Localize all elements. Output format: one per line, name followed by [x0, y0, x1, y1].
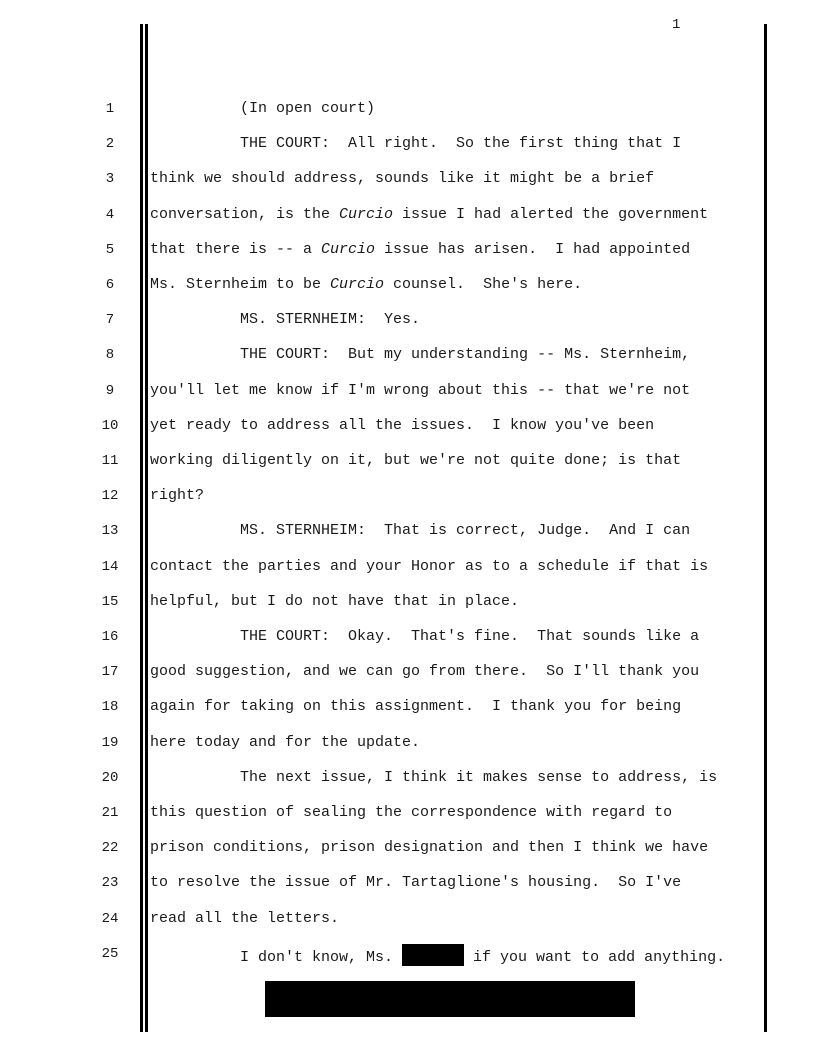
text-segment: that there is -- a — [150, 240, 322, 258]
case-name-italic: Curcio — [321, 240, 376, 258]
line-text — [150, 345, 690, 365]
line-text — [150, 169, 654, 189]
case-name-italic: Curcio — [339, 205, 394, 223]
line-text — [150, 381, 690, 401]
line-number: 15 — [101, 593, 119, 610]
line-number: 11 — [101, 453, 119, 469]
transcript-line — [0, 205, 816, 225]
line-text — [150, 275, 582, 295]
text-segment: MS. STERNHEIM: Yes. — [150, 311, 421, 329]
line-text — [150, 838, 708, 858]
redaction-block — [402, 944, 464, 966]
line-number: 13 — [101, 523, 119, 540]
transcript-line — [0, 275, 816, 295]
line-text — [150, 451, 681, 471]
text-segment: prison conditions, prison designation and then I think we have — [150, 839, 709, 857]
transcript-line — [0, 697, 816, 717]
transcript-line — [0, 803, 816, 823]
line-number: 24 — [101, 910, 119, 927]
text-segment: issue I had alerted the government — [393, 205, 709, 223]
text-segment: helpful, but I do not have that in place. — [150, 592, 520, 610]
line-text — [150, 134, 681, 154]
line-text — [150, 416, 654, 436]
line-number: 17 — [101, 664, 119, 681]
text-segment: to resolve the issue of Mr. Tartaglione's housing. So I've — [150, 874, 682, 892]
line-text — [150, 909, 339, 929]
transcript-line — [0, 451, 816, 471]
line-text — [150, 662, 699, 682]
transcript-line — [0, 416, 816, 436]
transcript-line — [0, 909, 816, 929]
text-segment: good suggestion, and we can go from there. So I'll thank you — [150, 663, 700, 681]
transcript-line — [0, 240, 816, 260]
line-number: 1 — [105, 101, 115, 117]
line-number: 4 — [105, 206, 115, 223]
page-number: 1 — [672, 17, 681, 33]
transcript-line — [0, 944, 816, 964]
transcript-line — [0, 838, 816, 858]
text-segment: this question of sealing the correspondence with regard to — [150, 804, 673, 821]
line-text — [150, 486, 204, 506]
text-segment: conversation, is the — [150, 205, 340, 223]
line-text — [150, 240, 690, 260]
text-segment: again for taking on this assignment. I thank you for being — [150, 698, 682, 716]
line-text — [150, 592, 519, 612]
text-segment: Ms. Sternheim to be — [150, 276, 331, 293]
line-number: 16 — [101, 629, 119, 645]
line-number: 10 — [101, 417, 119, 434]
transcript-line — [0, 134, 816, 154]
case-name-italic: Curcio — [330, 276, 385, 293]
transcript-line — [0, 768, 816, 788]
text-segment: THE COURT: But my understanding -- Ms. Sternheim, — [150, 346, 691, 364]
transcript-line — [0, 733, 816, 753]
line-number: 21 — [101, 805, 119, 821]
line-text — [150, 873, 681, 893]
line-text — [150, 697, 681, 717]
redaction-block-footer — [265, 981, 635, 1017]
line-text — [150, 205, 708, 225]
text-segment: read all the letters. — [150, 909, 340, 927]
line-number: 18 — [101, 699, 119, 716]
text-segment: issue has arisen. I had appointed — [375, 240, 691, 258]
line-text — [150, 627, 699, 647]
line-text — [150, 803, 672, 823]
line-number: 14 — [101, 558, 119, 575]
line-number: 22 — [101, 840, 119, 857]
transcript-line — [0, 521, 816, 541]
text-segment: I don't know, Ms. — [150, 948, 403, 966]
transcript-line — [0, 592, 816, 612]
transcript-line — [0, 99, 816, 119]
text-segment: here today and for the update. — [150, 733, 421, 751]
text-segment: if you want to add anything. — [464, 948, 726, 966]
text-segment: MS. STERNHEIM: That is correct, Judge. And I can — [150, 522, 691, 540]
transcript-line — [0, 310, 816, 330]
text-segment: think we should address, sounds like it might be a brief — [150, 170, 655, 188]
text-segment: working diligently on it, but we're not quite done; is that — [150, 452, 682, 469]
transcript-line — [0, 169, 816, 189]
line-text — [150, 733, 420, 753]
line-number: 12 — [101, 488, 119, 505]
line-text — [150, 521, 690, 541]
line-text — [150, 768, 717, 788]
text-segment: right? — [150, 487, 205, 505]
line-number: 2 — [105, 136, 115, 153]
line-number: 23 — [101, 875, 119, 892]
transcript-line — [0, 662, 816, 682]
line-number: 3 — [105, 171, 115, 188]
text-segment: you'll let me know if I'm wrong about this -- that we're not — [150, 381, 691, 399]
transcript-line — [0, 486, 816, 506]
text-segment: counsel. She's here. — [384, 276, 583, 293]
transcript-line — [0, 557, 816, 577]
line-text — [150, 310, 420, 330]
transcript-line — [0, 345, 816, 365]
line-text — [150, 557, 708, 577]
text-segment: yet ready to address all the issues. I know you've been — [150, 416, 655, 434]
line-number: 6 — [105, 277, 115, 293]
line-number: 20 — [101, 769, 119, 786]
text-segment: THE COURT: All right. So the first thing that I — [150, 135, 682, 153]
line-number: 19 — [101, 734, 119, 751]
transcript-line — [0, 381, 816, 401]
line-number: 5 — [105, 241, 115, 258]
line-number: 7 — [105, 312, 115, 329]
text-segment: (In open court) — [150, 100, 376, 117]
text-segment: THE COURT: Okay. That's fine. That sounds like a — [150, 628, 700, 645]
line-text — [150, 944, 725, 968]
line-number: 9 — [105, 382, 115, 399]
line-number: 25 — [101, 945, 119, 962]
text-segment: The next issue, I think it makes sense to address, is — [150, 768, 718, 786]
transcript-line — [0, 627, 816, 647]
transcript-line — [0, 873, 816, 893]
text-segment: contact the parties and your Honor as to a schedule if that is — [150, 557, 709, 575]
line-number: 8 — [105, 347, 115, 364]
line-text — [150, 99, 375, 119]
